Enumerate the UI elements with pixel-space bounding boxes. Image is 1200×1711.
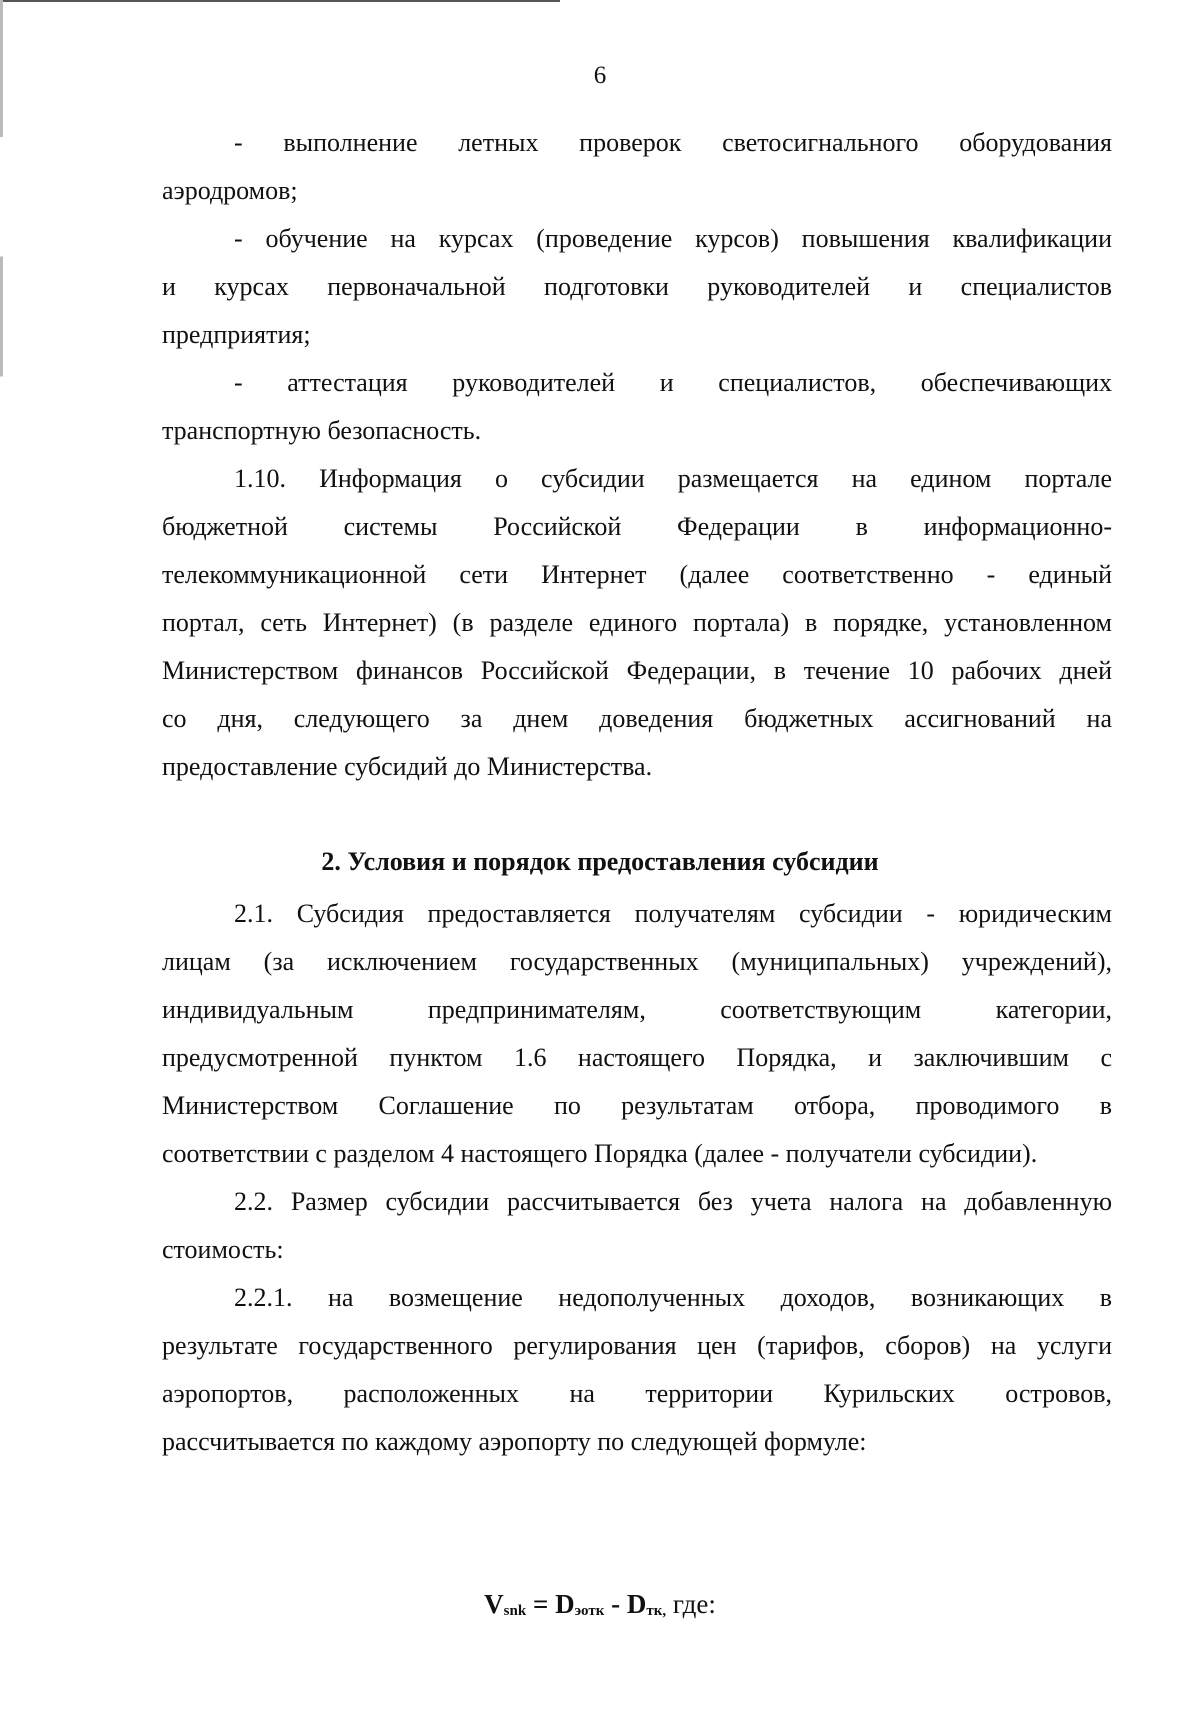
page-number: 6: [593, 62, 607, 89]
text-line: бюджетной системы Российской Федерации в информационно-: [162, 512, 1112, 541]
text-line: Министерством финансов Российской Федерации, в течение 10 рабочих дней: [162, 656, 1112, 685]
text-line: портал, сеть Интернет) (в разделе единого портала) в порядке, установленном: [162, 608, 1112, 637]
formula-d1: D: [555, 1589, 575, 1619]
text-line: результате государственного регулирования цен (тарифов, сборов) на услуги: [162, 1331, 1112, 1360]
formula-equals: =: [526, 1589, 556, 1619]
text-line: - обучение на курсах (проведение курсов) повышения квалификации: [234, 224, 1112, 253]
text-block-1: [162, 119, 1112, 791]
section-heading: 2. Условия и порядок предоставления субсидии: [321, 847, 879, 876]
formula-v-subscript: snk: [503, 1603, 527, 1619]
text-line: 2.1. Субсидия предоставляется получателям субсидии - юридическим: [234, 899, 1112, 928]
formula-tail: где:: [666, 1589, 716, 1619]
text-line: рассчитывается по каждому аэропорту по следующей формуле:: [162, 1427, 867, 1456]
text-line: предоставление субсидий до Министерства.: [162, 752, 653, 781]
text-line: 1.10. Информация о субсидии размещается на едином портале: [234, 464, 1112, 493]
text-line: - выполнение летных проверок светосигнального оборудования: [234, 128, 1112, 157]
formula-d2-subscript: тк,: [646, 1603, 667, 1619]
text-line: предприятия;: [162, 320, 311, 349]
text-line: и курсах первоначальной подготовки руководителей и специалистов: [162, 272, 1112, 301]
text-line: телекоммуникационной сети Интернет (далее соответственно - единый: [162, 560, 1112, 589]
formula-d2: D: [626, 1589, 647, 1619]
formula-minus: -: [604, 1589, 627, 1619]
text-line: индивидуальным предпринимателям, соответствующим категории,: [162, 995, 1112, 1024]
scan-edge-line: [0, 0, 560, 2]
text-line: транспортную безопасность.: [162, 416, 482, 445]
text-line: аэродромов;: [162, 176, 298, 205]
formula-v: V: [484, 1589, 504, 1619]
text-line: предусмотренной пунктом 1.6 настоящего Порядка, и заключившим с: [162, 1043, 1112, 1072]
formula: [0, 1580, 1200, 1635]
text-line: Министерством Соглашение по результатам отбора, проводимого в: [162, 1091, 1112, 1120]
formula-d1-subscript: эотк: [574, 1603, 605, 1619]
text-line: 2.2.1. на возмещение недополученных доходов, возникающих в: [234, 1283, 1112, 1312]
text-block-2: [162, 890, 1112, 1466]
text-line: 2.2. Размер субсидии рассчитывается без учета налога на добавленную: [234, 1187, 1112, 1216]
text-line: стоимость:: [162, 1235, 284, 1264]
text-line: соответствии с разделом 4 настоящего Порядка (далее - получатели субсидии).: [162, 1139, 1038, 1168]
text-line: аэропортов, расположенных на территории Курильских островов,: [162, 1379, 1112, 1408]
text-line: со дня, следующего за днем доведения бюджетных ассигнований на: [162, 704, 1112, 733]
text-line: - аттестация руководителей и специалистов, обеспечивающих: [234, 368, 1112, 397]
text-line: лицам (за исключением государственных (муниципальных) учреждений),: [162, 947, 1112, 976]
